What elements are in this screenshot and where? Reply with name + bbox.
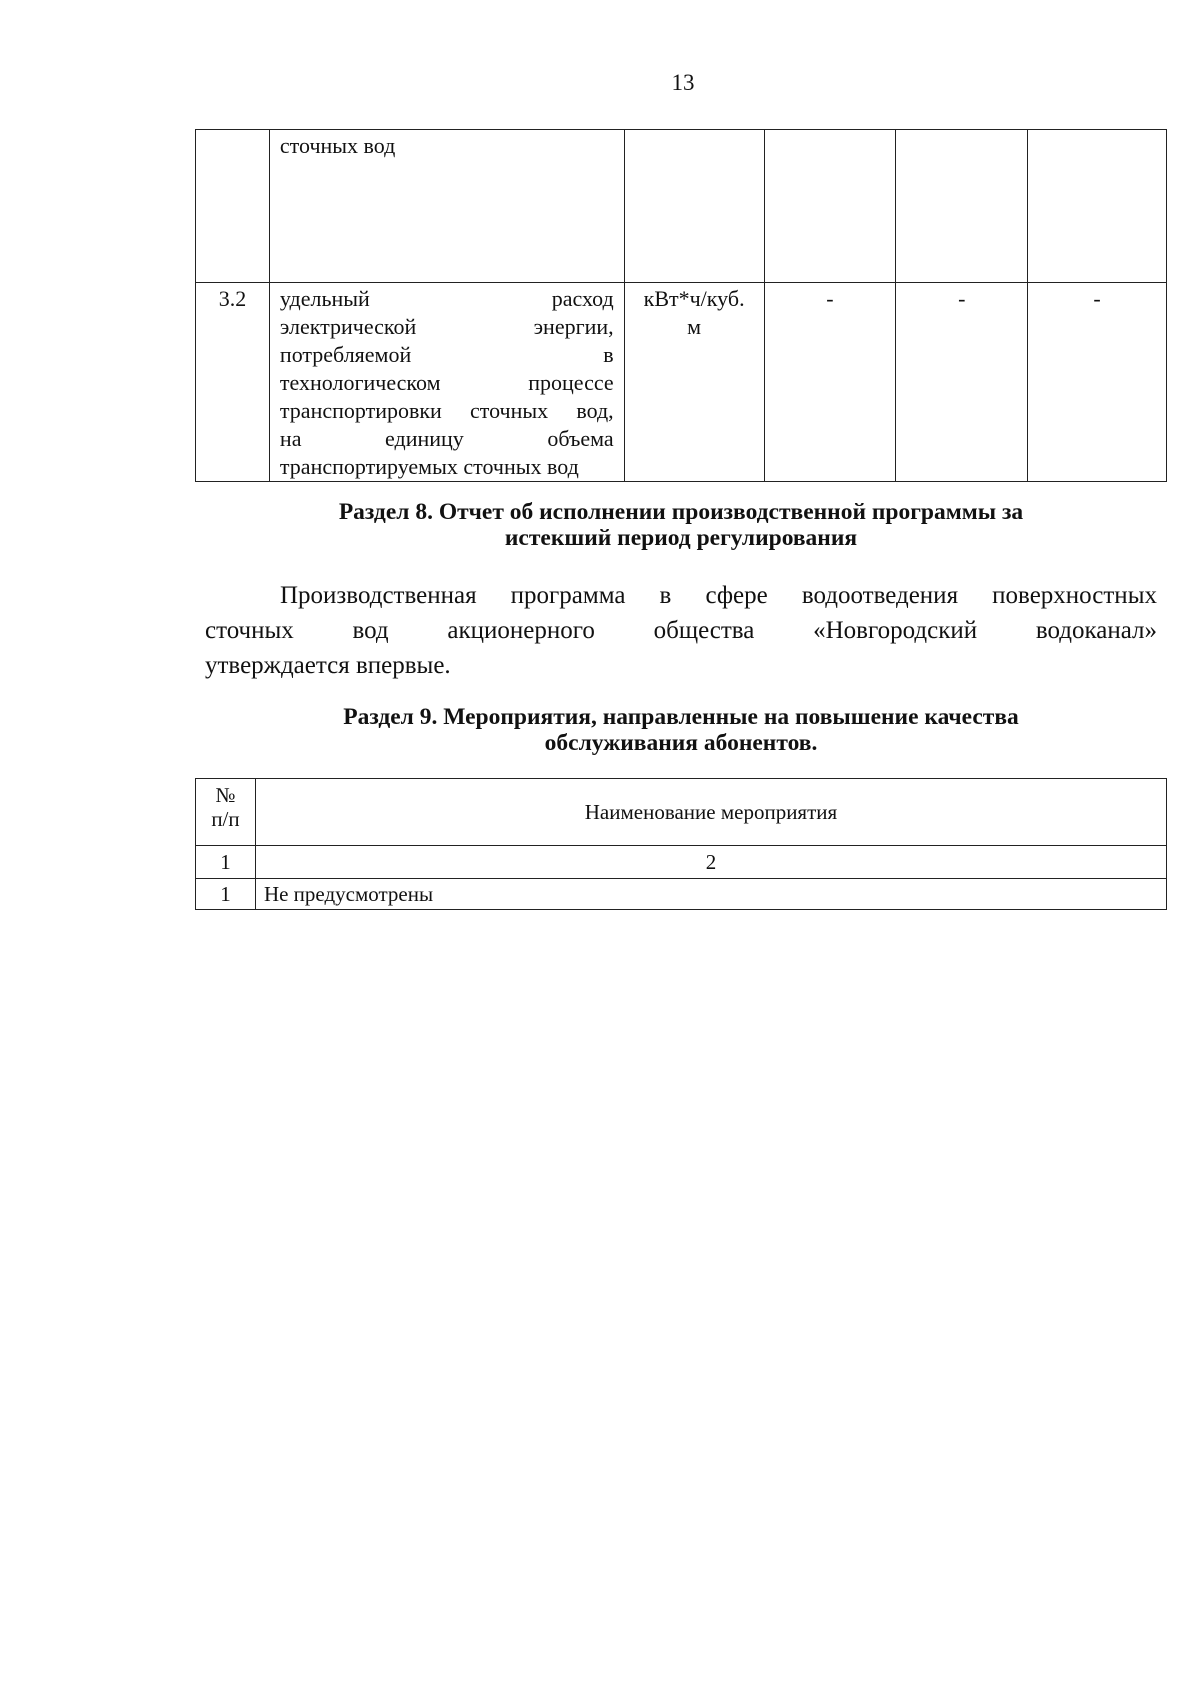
table-row <box>196 879 1167 910</box>
column-index-row <box>196 846 1167 879</box>
measures-table <box>195 778 1167 910</box>
table-row <box>196 130 1167 283</box>
indicator-name: удельный расход электрической энергии, потребляемой в технологическом процессе транспортировки сточных вод, на единицу объема транспортируемых сточных вод <box>269 283 624 482</box>
value-cell: - <box>764 283 896 482</box>
column-index: 1 <box>196 846 256 879</box>
value-cell: - <box>896 283 1028 482</box>
value-cell <box>896 130 1028 283</box>
row-number: 1 <box>196 879 256 910</box>
value-cell <box>1028 130 1167 283</box>
table-header-row <box>196 779 1167 846</box>
indicators-table <box>195 129 1167 482</box>
table-row <box>196 283 1167 482</box>
indicator-name: сточных вод <box>269 130 624 283</box>
section-9-title: Раздел 9. Мероприятия, направленные на повышение качества обслуживания абонентов. <box>343 704 1019 756</box>
column-header-number: № п/п <box>196 779 256 846</box>
section-8-paragraph: Производственная программа в сфере водоотведения поверхностных сточных вод акционерного общества «Новгородский водоканал» утверждается впервые. <box>205 582 1157 679</box>
column-index: 2 <box>255 846 1166 879</box>
section-8-title: Раздел 8. Отчет об исполнении производственной программы за истекший период регулирования <box>338 499 1024 551</box>
row-number: 3.2 <box>196 283 270 482</box>
measure-name: Не предусмотрены <box>255 879 1166 910</box>
value-cell: - <box>1028 283 1167 482</box>
unit-cell: кВт*ч/куб. м <box>624 283 764 482</box>
value-cell <box>764 130 896 283</box>
row-number <box>196 130 270 283</box>
column-header-name: Наименование мероприятия <box>255 779 1166 846</box>
page-number: 13 <box>671 70 695 95</box>
unit-cell <box>624 130 764 283</box>
